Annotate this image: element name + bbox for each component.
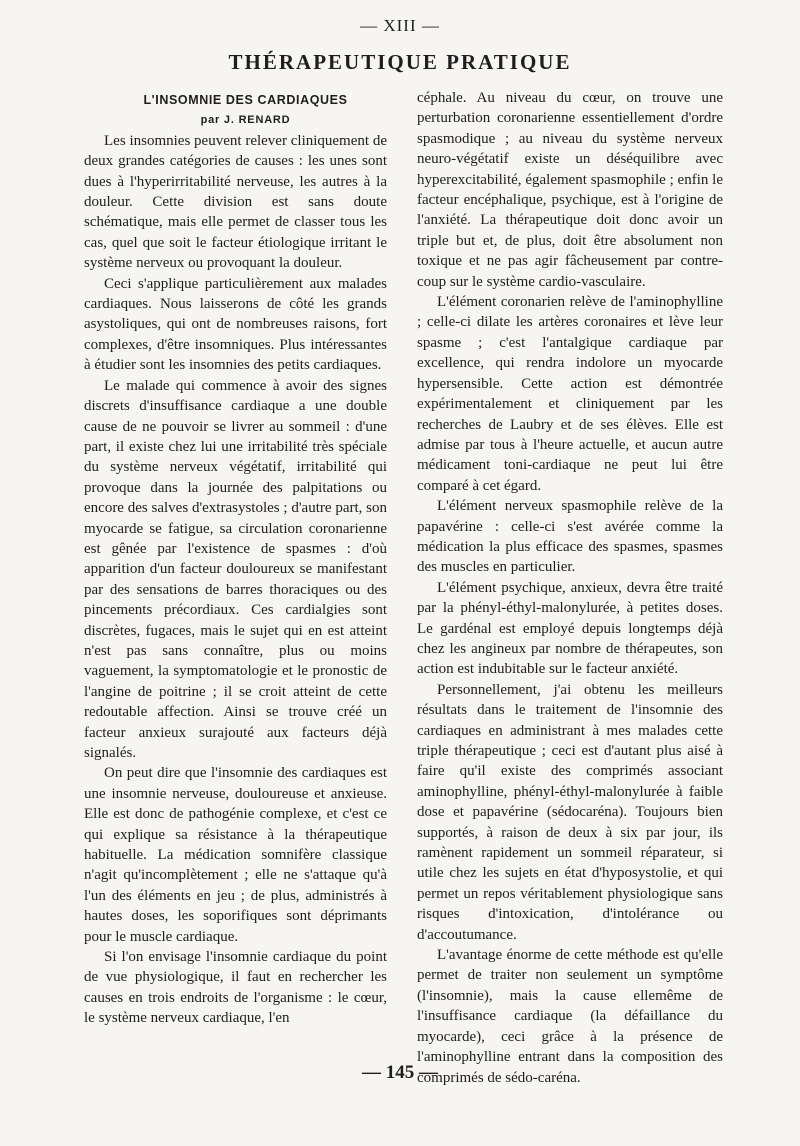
paragraph: L'avantage énorme de cette méthode est qu'elle permet de traiter non seulement un symptôme (l'insomnie), mais la cause ellemême de l'insuffisance cardiaque (la défaillance du myocarde), ceci grâce à la présence de l'aminophylline entrant dans la composition des comprimés de sédo-caréna. [417,947,723,1086]
article-byline: par J. RENARD [200,114,291,127]
paragraph: Le malade qui commence à avoir des signes discrets d'insuffisance cardiaque a une double cause de ne pouvoir se livrer au sommeil : d'une part, il existe chez lui une irritabilité très spéciale du système nerveux végétatif, irritabilité qui provoque dans la journée des palpitations ou encore des salves d'extrasystoles ; d'autre part, son myocarde se fatigue, sa circulation coronarienne est gênée par l'existence de spasmes : d'où apparition d'un facteur douloureux se manifestant par des sensations de barres thoraciques ou des pincements précordiaux. Ces cardialgies sont discrètes, fugaces, mais le sujet qui en est atteint n'est pas sans connaître, plus ou moins vaguement, la symptomatologie et le pronostic de l'angine de poitrine ; il se croit atteint de cette redoutable affection. Ainsi se trouve créé un facteur anxieux surajouté aux facteurs déjà signalés. [84,377,387,761]
paragraph: L'élément psychique, anxieux, devra être traité par la phényl-éthyl-malonylurée, à petites doses. Le gardénal est employé depuis longtemps déjà chez les angineux par nombre de thérapeutes, son action est indubitable sur le facteur anxiété. [417,579,723,678]
page-number: — 145 — [362,1062,438,1083]
right-column [417,88,723,1088]
left-column [84,90,387,1029]
paragraph: Les insomnies peuvent relever cliniquement de deux grandes catégories de causes : les unes sont dues à l'hyperirritabilité nerveuse, les autres à la douleur. Cette division est sans doute schématique, mais elle permet de classer tous les cas, quel que soit le facteur étiologique irritant le système nerveux ou provoquant la douleur. [84,132,387,272]
roman-page-marker: — XIII — [360,16,440,35]
paragraph: Si l'on envisage l'insomnie cardiaque du point de vue physiologique, il faut en rechercher les causes en trois endroits de l'organisme : le cœur, le système nerveux cardiaque, l'en [84,949,387,1027]
paragraph: On peut dire que l'insomnie des cardiaques est une insomnie nerveuse, douloureuse et anxieuse. Elle est donc de pathogénie complexe, et c'est ce qui explique sa résistance à la thérapeutique habituelle. La médication somnifère classique n'agit qu'incomplètement ; elle ne s'attaque qu'à l'un des éléments en jeu ; de plus, administrés à hautes doses, les soporifiques sont déprimants pour le muscle cardiaque. [84,765,387,945]
paragraph: Personnellement, j'ai obtenu les meilleurs résultats dans le traitement de l'insomnie des cardiaques en administrant à mes malades cette triple thérapeutique ; ceci est d'autant plus aisé à faire qu'il existe des comprimés associant aminophylline, phényl-éthyl-malonylurée à faible dose et papavérine (sédocaréna). Toujours bien supportés, à raison de deux à six par jour, ils ramènent rapidement un sommeil réparateur, si utile chez les sujets en état d'hyposystolie, et qui permet un repos véritablement physiologique sans risques d'intoxication, d'intolérance ou d'accoutumance. [417,681,723,943]
paragraph-continued: céphale. Au niveau du cœur, on trouve une perturbation coronarienne essentiellement d'ordre spasmodique ; au niveau du système nerveux neuro-végétatif existe un déséquilibre avec hyperexcitabilité, également spasmophile ; enfin le facteur encéphalique, psychique, est à l'origine de l'anxiété. La thérapeutique doit donc avoir un triple but et, de plus, doit être absolument non toxique et ne pas agir fâcheusement par contre-coup sur le système cardio-vasculaire. [417,90,723,290]
section-title: THÉRAPEUTIQUE PRATIQUE [228,50,572,74]
paragraph: Ceci s'applique particulièrement aux malades cardiaques. Nous laisserons de côté les grands asystoliques, qui ont de nombreuses raisons, fort complexes, d'être insomniques. Plus intéressantes à étudier sont les insomnies des petits cardiaques. [84,275,387,374]
paragraph: L'élément coronarien relève de l'aminophylline ; celle-ci dilate les artères coronaires et lève leur spasme ; c'est l'antalgique cardiaque par excellence, qui rendra indolore un myocarde hypersensible. Cette action est démontrée expérimentalement et cliniquement par les recherches de Laubry et de ses élèves. Elle est admise par tous à l'heure actuelle, et aucun autre médicament toni-cardiaque ne peut lui être comparé à cet égard. [417,294,723,494]
paragraph: L'élément nerveux spasmophile relève de la papavérine : celle-ci s'est avérée comme la médication la plus efficace des spasmes, spasmes des muscles en particulier. [417,498,723,576]
article-title: L'INSOMNIE DES CARDIAQUES [143,93,348,107]
